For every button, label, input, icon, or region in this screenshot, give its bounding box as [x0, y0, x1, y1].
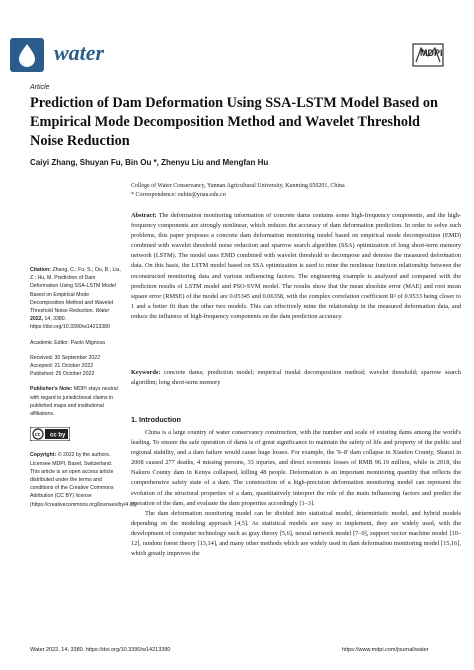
journal-name: water: [54, 40, 105, 65]
affiliations: [131, 182, 461, 200]
section-heading-introduction: 1. Introduction: [131, 415, 181, 424]
citation-journal: Water: [95, 308, 110, 315]
citation-label: Citation:: [30, 267, 52, 273]
author-list: Caiyi Zhang, Shuyan Fu, Bin Ou *, Zhenyu Liu and Mengfan Hu: [30, 158, 269, 167]
svg-text:cc: cc: [35, 432, 41, 439]
publisher-note-label: Publisher's Note:: [30, 386, 73, 393]
academic-editor: Academic Editor: Paolo Mignosa: [30, 339, 105, 346]
abstract-label: Abstract:: [131, 212, 157, 219]
cc-by-text: cc by: [50, 432, 66, 439]
article-title: Prediction of Dam Deformation Using SSA-LSTM Model Based on Empirical Mode Decomposition Method and Wavelet Threshold Noise Reduction: [30, 95, 438, 149]
intro-paragraph-2: The dam deformation monitoring model can be divided into statistical model, deterministic model, and hybrid models depending on the modeling approach [4,5]. As statistical models are easy to implement, they are widely used, with the development of computer technology such as gray theory [5,6], neural network model [7–9], support vector machine model [10–12], random forest theory [13,14], and many other methods which are widely used in dam deformation monitoring model [15,16], which greatly improves the: [131, 509, 461, 558]
intro-paragraph-1: China is a large country of water conservancy construction, with the number and scale of existing dams among the world's leading. To ensure the safe operation of dams is of great significance to maintain the safety of life and property of the public and regional stability, and a dam failure would cause huge losses. For example, the '9–8' dam collapse in Xianfen County, Shanxi in 2008 caused 277 deaths, 4 missing persons, 33 injuries, and direct economic losses of RMB 96.19 million, while in 2018, the Nakuru County dam in Kenya collapsed, killing 48 people. Deformation is an important monitoring quantity that reflects the comprehensive safety state of a dam. The construction of a high-precision deformation monitoring model can represent the evolution of the structural properties of a dam, quantitatively interpret the role of the main influencing factors and predict the operation of the dam, and evaluate the dam properties accordingly [1–3].: [131, 429, 461, 507]
affiliation-line: College of Water Conservancy, Yunnan Agricultural University, Kunming 650201, China: [131, 183, 345, 189]
copyright-label: Copyright:: [30, 452, 57, 459]
publisher-name: MDPI: [420, 48, 443, 58]
abstract-text: The deformation monitoring information of concrete dams contains some high-frequency components, and the high-frequency components are strongly nonlinear, which reduces the accuracy of dam deformation prediction. In order to solve such problems, this paper proposes a concrete dam deformation monitoring model based on empirical mode decomposition (EMD) combined with wavelet threshold noise reduction and sparrow search algorithm (SSA) optimization of long short-term memory network (LSTM). The model uses EMD combined with wavelet threshold to decompose and denoise the measured deformation data. On this basis, the LSTM model based on SSA optimization is used to mine the nonlinear function relationship between the reconstructed monitoring data and various influencing factors. The engineering example is analyzed and compared with the prediction results of LSTM model and PSO-SVM model. The results show that the mean absolute error (MAE) and root mean square error (RMSE) of the model are 0.05345 and 0.06358, with the complex correlation coefficient R² of 0.9533 being closer to 1 and a better fit than the other two models. This can effectively mine the relationship in the measured deformation data, and reduce the influence of high-frequency components on the dam prediction accuracy.: [131, 212, 461, 320]
abstract: [131, 211, 461, 322]
keywords-label: Keywords:: [131, 369, 161, 376]
water-journal-logo: [10, 38, 44, 72]
introduction-body: [131, 428, 461, 559]
citation-year: 2022,: [30, 316, 43, 323]
article-type-label: Article: [30, 84, 50, 91]
correspondence-line: * Correspondence: oubin@ynau.edu.cn: [131, 192, 226, 198]
publisher-note: [30, 385, 122, 418]
copyright-text: © 2022 by the authors. Licensee MDPI, Basel, Switzerland. This article is an open access article distributed under the terms and conditions of the Creative Commons Attribution (CC BY) license (https://creativecommons.org/licenses/by/4.0/).: [30, 452, 138, 508]
received-date: Received: 30 September 2022: [30, 354, 101, 361]
citation-text: Zhang, C.; Fu, S.; Ou, B.; Liu, Z.; Hu, M. Prediction of Dam Deformation Using SSA-LSTM Model Based on Empirical Mode Decomposition Method and Wavelet Threshold Noise Reduction.: [30, 267, 121, 315]
copyright-notice: [30, 451, 138, 508]
footer-citation: Water 2022, 14, 3380. https://doi.org/10.3390/w14213380: [30, 647, 171, 653]
publisher-note-text: MDPI stays neutral with regard to jurisdictional claims in published maps and institutional affiliations.: [30, 386, 118, 418]
citation-volume-doi: 14, 3380. https://doi.org/10.3390/w14213380: [30, 316, 110, 331]
citation-block: [30, 266, 122, 332]
sidebar-metadata: [30, 266, 138, 509]
accepted-date: Accepted: 21 October 2022: [30, 363, 94, 370]
keywords-text: concrete dams; prediction model; empirical modal decomposition method; wavelet threshold; sparrow search algorithm; long short-term memory: [131, 369, 461, 387]
footer-journal-link[interactable]: https://www.mdpi.com/journal/water: [342, 647, 429, 653]
keywords: [131, 368, 461, 388]
cc-by-license-icon: [30, 427, 70, 441]
published-date: Published: 25 October 2022: [30, 371, 95, 378]
